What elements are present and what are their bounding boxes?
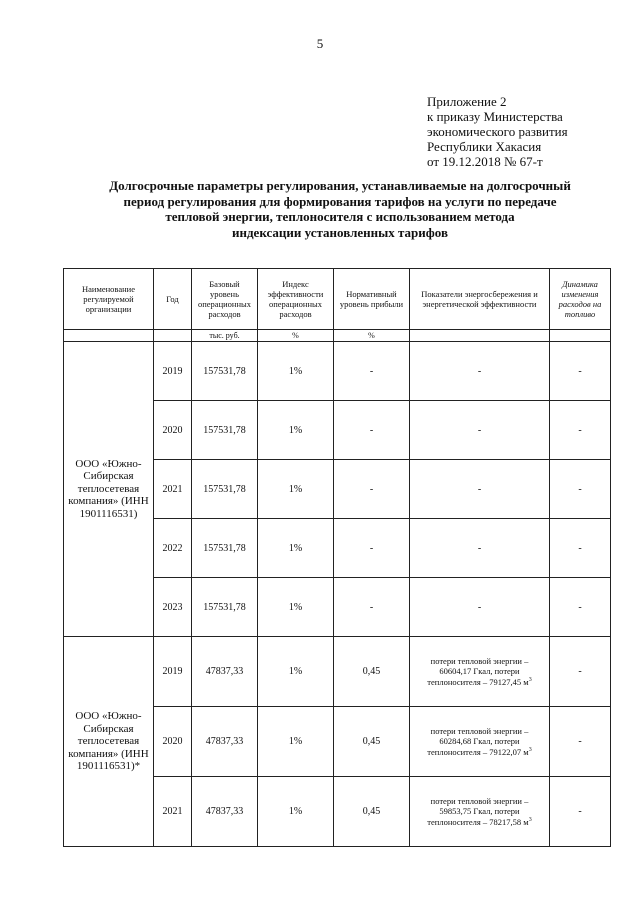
index-cell: 1%	[258, 777, 334, 847]
org-name: ООО «Южно-Сибирская теплосетевая компания» (ИНН 1901116531)*	[64, 637, 154, 847]
header-profit-level: Нормативный уровень прибыли	[334, 269, 410, 330]
fuel-cell: -	[550, 707, 611, 777]
energy-cell: -	[410, 342, 550, 401]
energy-line: потери тепловой энергии –	[430, 725, 529, 736]
energy-line: 59853,75 Гкал, потери	[439, 806, 520, 817]
fuel-cell: -	[550, 401, 611, 460]
index-cell: 1%	[258, 342, 334, 401]
header-energy-indicators: Показатели энергосбережения и энергетической эффективности	[410, 269, 550, 330]
unit-index: %	[258, 330, 334, 342]
year-cell: 2020	[154, 401, 192, 460]
base-costs-cell: 157531,78	[192, 342, 258, 401]
annex-line: к приказу Министерства	[427, 109, 563, 124]
energy-measure-cell	[410, 637, 550, 707]
year-cell: 2021	[154, 460, 192, 519]
energy-line: теплоносителя – 78217,58 м	[427, 816, 529, 827]
cubic-superscript: 3	[528, 676, 532, 683]
title-line: период регулирования для формирования тарифов на услуги по передаче	[123, 193, 557, 209]
cubic-superscript: 3	[528, 746, 532, 753]
index-cell: 1%	[258, 707, 334, 777]
energy-cell: -	[410, 460, 550, 519]
unit-cell	[64, 330, 154, 342]
header-efficiency-index: Индекс эффективности операционных расходов	[258, 269, 334, 330]
table-row	[64, 342, 611, 401]
unit-cell	[410, 330, 550, 342]
unit-cell	[550, 330, 611, 342]
fuel-cell: -	[550, 342, 611, 401]
base-costs-cell: 47837,33	[192, 637, 258, 707]
fuel-cell: -	[550, 777, 611, 847]
table-row	[64, 637, 611, 707]
year-cell: 2023	[154, 578, 192, 637]
energy-line: теплоносителя – 79122,07 м	[427, 746, 529, 757]
index-cell: 1%	[258, 401, 334, 460]
unit-base: тыс. руб.	[192, 330, 258, 342]
unit-profit: %	[334, 330, 410, 342]
index-cell: 1%	[258, 519, 334, 578]
annex-header	[427, 94, 568, 169]
header-org: Наименование регулируемой организации	[64, 269, 154, 330]
profit-cell: 0,45	[334, 777, 410, 847]
header-fuel-dynamics: Динамика изменения расходов на топливо	[550, 269, 611, 330]
year-cell: 2021	[154, 777, 192, 847]
fuel-cell: -	[550, 578, 611, 637]
year-cell: 2019	[154, 637, 192, 707]
profit-cell: -	[334, 460, 410, 519]
energy-cell: -	[410, 401, 550, 460]
annex-line: Республики Хакасия	[427, 139, 542, 154]
title-line: индексации установленных тарифов	[232, 224, 448, 240]
profit-cell: -	[334, 401, 410, 460]
base-costs-cell: 47837,33	[192, 707, 258, 777]
base-costs-cell: 157531,78	[192, 519, 258, 578]
base-costs-cell: 157531,78	[192, 578, 258, 637]
base-costs-cell: 157531,78	[192, 460, 258, 519]
document-title	[60, 178, 620, 240]
fuel-cell: -	[550, 637, 611, 707]
unit-cell	[154, 330, 192, 342]
index-cell: 1%	[258, 637, 334, 707]
energy-measure-cell	[410, 707, 550, 777]
cubic-superscript: 3	[528, 816, 532, 823]
energy-line: потери тепловой энергии –	[430, 795, 529, 806]
annex-line: экономического развития	[427, 124, 568, 139]
energy-cell: -	[410, 578, 550, 637]
index-cell: 1%	[258, 578, 334, 637]
index-cell: 1%	[258, 460, 334, 519]
year-cell: 2020	[154, 707, 192, 777]
header-base-costs: Базовый уровень операционных расходов	[192, 269, 258, 330]
year-cell: 2022	[154, 519, 192, 578]
energy-line: 60604,17 Гкал, потери	[439, 666, 520, 677]
profit-cell: 0,45	[334, 637, 410, 707]
profit-cell: -	[334, 342, 410, 401]
energy-line: потери тепловой энергии –	[430, 655, 529, 666]
profit-cell: -	[334, 578, 410, 637]
energy-cell: -	[410, 519, 550, 578]
annex-line: Приложение 2	[427, 94, 507, 109]
base-costs-cell: 157531,78	[192, 401, 258, 460]
energy-line: теплоносителя – 79127,45 м	[427, 676, 529, 687]
energy-measure-cell	[410, 777, 550, 847]
title-line: Долгосрочные параметры регулирования, устанавливаемые на долгосрочный	[109, 178, 571, 193]
fuel-cell: -	[550, 519, 611, 578]
tariff-parameters-table	[63, 268, 611, 847]
title-line: тепловой энергии, теплоносителя с использованием метода	[165, 209, 515, 224]
header-year: Год	[154, 269, 192, 330]
fuel-cell: -	[550, 460, 611, 519]
annex-line: от 19.12.2018 № 67-т	[427, 154, 543, 169]
profit-cell: 0,45	[334, 707, 410, 777]
page-number: 5	[316, 36, 324, 51]
org-name: ООО «Южно-Сибирская теплосетевая компания» (ИНН 1901116531)	[64, 342, 154, 637]
energy-line: 60284,68 Гкал, потери	[439, 736, 520, 747]
year-cell: 2019	[154, 342, 192, 401]
profit-cell: -	[334, 519, 410, 578]
base-costs-cell: 47837,33	[192, 777, 258, 847]
